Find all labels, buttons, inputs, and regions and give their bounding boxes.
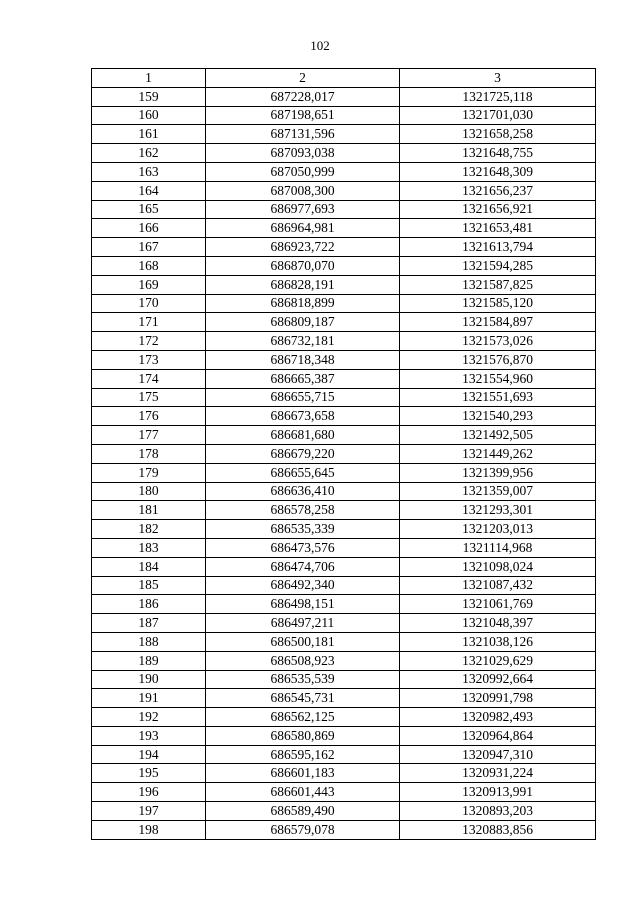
point-number-cell: 185 xyxy=(92,576,206,595)
y-coordinate-cell: 1321656,921 xyxy=(400,200,596,219)
point-number-cell: 194 xyxy=(92,745,206,764)
point-number-cell: 172 xyxy=(92,332,206,351)
y-coordinate-cell: 1321114,968 xyxy=(400,538,596,557)
y-coordinate-cell: 1321573,026 xyxy=(400,332,596,351)
point-number-cell: 161 xyxy=(92,125,206,144)
x-coordinate-cell: 686828,191 xyxy=(206,275,400,294)
table-row xyxy=(92,802,596,821)
table-row xyxy=(92,162,596,181)
y-coordinate-cell: 1321613,794 xyxy=(400,238,596,257)
table-body xyxy=(92,87,596,839)
x-coordinate-cell: 686498,151 xyxy=(206,595,400,614)
y-coordinate-cell: 1321098,024 xyxy=(400,557,596,576)
table-row xyxy=(92,87,596,106)
point-number-cell: 176 xyxy=(92,407,206,426)
table-row xyxy=(92,745,596,764)
x-coordinate-cell: 686474,706 xyxy=(206,557,400,576)
point-number-cell: 191 xyxy=(92,689,206,708)
table-row xyxy=(92,200,596,219)
point-number-cell: 170 xyxy=(92,294,206,313)
point-number-cell: 196 xyxy=(92,783,206,802)
table-row xyxy=(92,783,596,802)
x-coordinate-cell: 686589,490 xyxy=(206,802,400,821)
table-row xyxy=(92,595,596,614)
y-coordinate-cell: 1321701,030 xyxy=(400,106,596,125)
x-coordinate-cell: 686655,715 xyxy=(206,388,400,407)
y-coordinate-cell: 1321061,769 xyxy=(400,595,596,614)
table-row xyxy=(92,275,596,294)
x-coordinate-cell: 686977,693 xyxy=(206,200,400,219)
point-number-cell: 177 xyxy=(92,426,206,445)
point-number-cell: 181 xyxy=(92,501,206,520)
table-row xyxy=(92,614,596,633)
y-coordinate-cell: 1321087,432 xyxy=(400,576,596,595)
y-coordinate-cell: 1321029,629 xyxy=(400,651,596,670)
table-row xyxy=(92,332,596,351)
y-coordinate-cell: 1321584,897 xyxy=(400,313,596,332)
y-coordinate-cell: 1321359,007 xyxy=(400,482,596,501)
table-row xyxy=(92,369,596,388)
x-coordinate-cell: 686545,731 xyxy=(206,689,400,708)
table-row xyxy=(92,820,596,839)
page-number: 102 xyxy=(310,38,330,53)
y-coordinate-cell: 1321554,960 xyxy=(400,369,596,388)
point-number-cell: 198 xyxy=(92,820,206,839)
x-coordinate-cell: 687228,017 xyxy=(206,87,400,106)
point-number-cell: 173 xyxy=(92,350,206,369)
point-number-cell: 165 xyxy=(92,200,206,219)
y-coordinate-cell: 1321293,301 xyxy=(400,501,596,520)
table-header-row xyxy=(92,69,596,88)
y-coordinate-cell: 1321658,258 xyxy=(400,125,596,144)
table-row xyxy=(92,520,596,539)
x-coordinate-cell: 687198,651 xyxy=(206,106,400,125)
point-number-cell: 162 xyxy=(92,144,206,163)
point-number-cell: 184 xyxy=(92,557,206,576)
point-number-cell: 193 xyxy=(92,726,206,745)
table-row xyxy=(92,181,596,200)
x-coordinate-cell: 687008,300 xyxy=(206,181,400,200)
y-coordinate-cell: 1320964,864 xyxy=(400,726,596,745)
table-row xyxy=(92,294,596,313)
table-row xyxy=(92,444,596,463)
point-number-cell: 175 xyxy=(92,388,206,407)
point-number-cell: 167 xyxy=(92,238,206,257)
table-row xyxy=(92,426,596,445)
point-number-cell: 186 xyxy=(92,595,206,614)
table-row xyxy=(92,350,596,369)
coordinates-table xyxy=(91,68,596,840)
point-number-cell: 188 xyxy=(92,632,206,651)
table-row xyxy=(92,557,596,576)
x-coordinate-cell: 686964,981 xyxy=(206,219,400,238)
x-coordinate-cell: 687050,999 xyxy=(206,162,400,181)
table-row xyxy=(92,238,596,257)
x-coordinate-cell: 686636,410 xyxy=(206,482,400,501)
table-row xyxy=(92,256,596,275)
y-coordinate-cell: 1321038,126 xyxy=(400,632,596,651)
point-number-cell: 183 xyxy=(92,538,206,557)
x-coordinate-cell: 687131,596 xyxy=(206,125,400,144)
x-coordinate-cell: 686818,899 xyxy=(206,294,400,313)
table-row xyxy=(92,726,596,745)
point-number-cell: 180 xyxy=(92,482,206,501)
y-coordinate-cell: 1320992,664 xyxy=(400,670,596,689)
point-number-cell: 169 xyxy=(92,275,206,294)
x-coordinate-cell: 686923,722 xyxy=(206,238,400,257)
x-coordinate-cell: 686535,339 xyxy=(206,520,400,539)
y-coordinate-cell: 1321585,120 xyxy=(400,294,596,313)
table-row xyxy=(92,764,596,783)
point-number-cell: 189 xyxy=(92,651,206,670)
y-coordinate-cell: 1320947,310 xyxy=(400,745,596,764)
point-number-cell: 197 xyxy=(92,802,206,821)
column-header-3: 3 xyxy=(400,69,596,88)
point-number-cell: 160 xyxy=(92,106,206,125)
x-coordinate-cell: 686562,125 xyxy=(206,708,400,727)
y-coordinate-cell: 1321656,237 xyxy=(400,181,596,200)
table-row xyxy=(92,388,596,407)
y-coordinate-cell: 1320982,493 xyxy=(400,708,596,727)
point-number-cell: 187 xyxy=(92,614,206,633)
y-coordinate-cell: 1320913,991 xyxy=(400,783,596,802)
point-number-cell: 164 xyxy=(92,181,206,200)
y-coordinate-cell: 1321399,956 xyxy=(400,463,596,482)
x-coordinate-cell: 687093,038 xyxy=(206,144,400,163)
point-number-cell: 166 xyxy=(92,219,206,238)
table-row xyxy=(92,708,596,727)
y-coordinate-cell: 1321203,013 xyxy=(400,520,596,539)
x-coordinate-cell: 686655,645 xyxy=(206,463,400,482)
point-number-cell: 190 xyxy=(92,670,206,689)
x-coordinate-cell: 686601,443 xyxy=(206,783,400,802)
table-row xyxy=(92,632,596,651)
x-coordinate-cell: 686679,220 xyxy=(206,444,400,463)
x-coordinate-cell: 686732,181 xyxy=(206,332,400,351)
y-coordinate-cell: 1321648,755 xyxy=(400,144,596,163)
point-number-cell: 171 xyxy=(92,313,206,332)
point-number-cell: 168 xyxy=(92,256,206,275)
y-coordinate-cell: 1320893,203 xyxy=(400,802,596,821)
x-coordinate-cell: 686601,183 xyxy=(206,764,400,783)
y-coordinate-cell: 1321576,870 xyxy=(400,350,596,369)
x-coordinate-cell: 686595,162 xyxy=(206,745,400,764)
table-row xyxy=(92,313,596,332)
y-coordinate-cell: 1320991,798 xyxy=(400,689,596,708)
y-coordinate-cell: 1320883,856 xyxy=(400,820,596,839)
point-number-cell: 174 xyxy=(92,369,206,388)
x-coordinate-cell: 686579,078 xyxy=(206,820,400,839)
y-coordinate-cell: 1321594,285 xyxy=(400,256,596,275)
point-number-cell: 192 xyxy=(92,708,206,727)
point-number-cell: 179 xyxy=(92,463,206,482)
table-row xyxy=(92,576,596,595)
point-number-cell: 182 xyxy=(92,520,206,539)
table-row xyxy=(92,689,596,708)
y-coordinate-cell: 1320931,224 xyxy=(400,764,596,783)
table-row xyxy=(92,106,596,125)
point-number-cell: 178 xyxy=(92,444,206,463)
x-coordinate-cell: 686673,658 xyxy=(206,407,400,426)
y-coordinate-cell: 1321648,309 xyxy=(400,162,596,181)
table-row xyxy=(92,219,596,238)
column-header-2: 2 xyxy=(206,69,400,88)
y-coordinate-cell: 1321492,505 xyxy=(400,426,596,445)
x-coordinate-cell: 686665,387 xyxy=(206,369,400,388)
y-coordinate-cell: 1321540,293 xyxy=(400,407,596,426)
y-coordinate-cell: 1321048,397 xyxy=(400,614,596,633)
table-row xyxy=(92,538,596,557)
x-coordinate-cell: 686535,539 xyxy=(206,670,400,689)
y-coordinate-cell: 1321449,262 xyxy=(400,444,596,463)
table-row xyxy=(92,482,596,501)
column-header-1: 1 xyxy=(92,69,206,88)
table-row xyxy=(92,463,596,482)
x-coordinate-cell: 686580,869 xyxy=(206,726,400,745)
x-coordinate-cell: 686473,576 xyxy=(206,538,400,557)
table-row xyxy=(92,670,596,689)
table-row xyxy=(92,651,596,670)
point-number-cell: 163 xyxy=(92,162,206,181)
y-coordinate-cell: 1321587,825 xyxy=(400,275,596,294)
x-coordinate-cell: 686870,070 xyxy=(206,256,400,275)
table-row xyxy=(92,501,596,520)
table-row xyxy=(92,144,596,163)
x-coordinate-cell: 686718,348 xyxy=(206,350,400,369)
y-coordinate-cell: 1321551,693 xyxy=(400,388,596,407)
x-coordinate-cell: 686578,258 xyxy=(206,501,400,520)
x-coordinate-cell: 686681,680 xyxy=(206,426,400,445)
y-coordinate-cell: 1321653,481 xyxy=(400,219,596,238)
x-coordinate-cell: 686809,187 xyxy=(206,313,400,332)
table-row xyxy=(92,125,596,144)
point-number-cell: 159 xyxy=(92,87,206,106)
x-coordinate-cell: 686492,340 xyxy=(206,576,400,595)
table-row xyxy=(92,407,596,426)
x-coordinate-cell: 686508,923 xyxy=(206,651,400,670)
point-number-cell: 195 xyxy=(92,764,206,783)
x-coordinate-cell: 686500,181 xyxy=(206,632,400,651)
y-coordinate-cell: 1321725,118 xyxy=(400,87,596,106)
x-coordinate-cell: 686497,211 xyxy=(206,614,400,633)
